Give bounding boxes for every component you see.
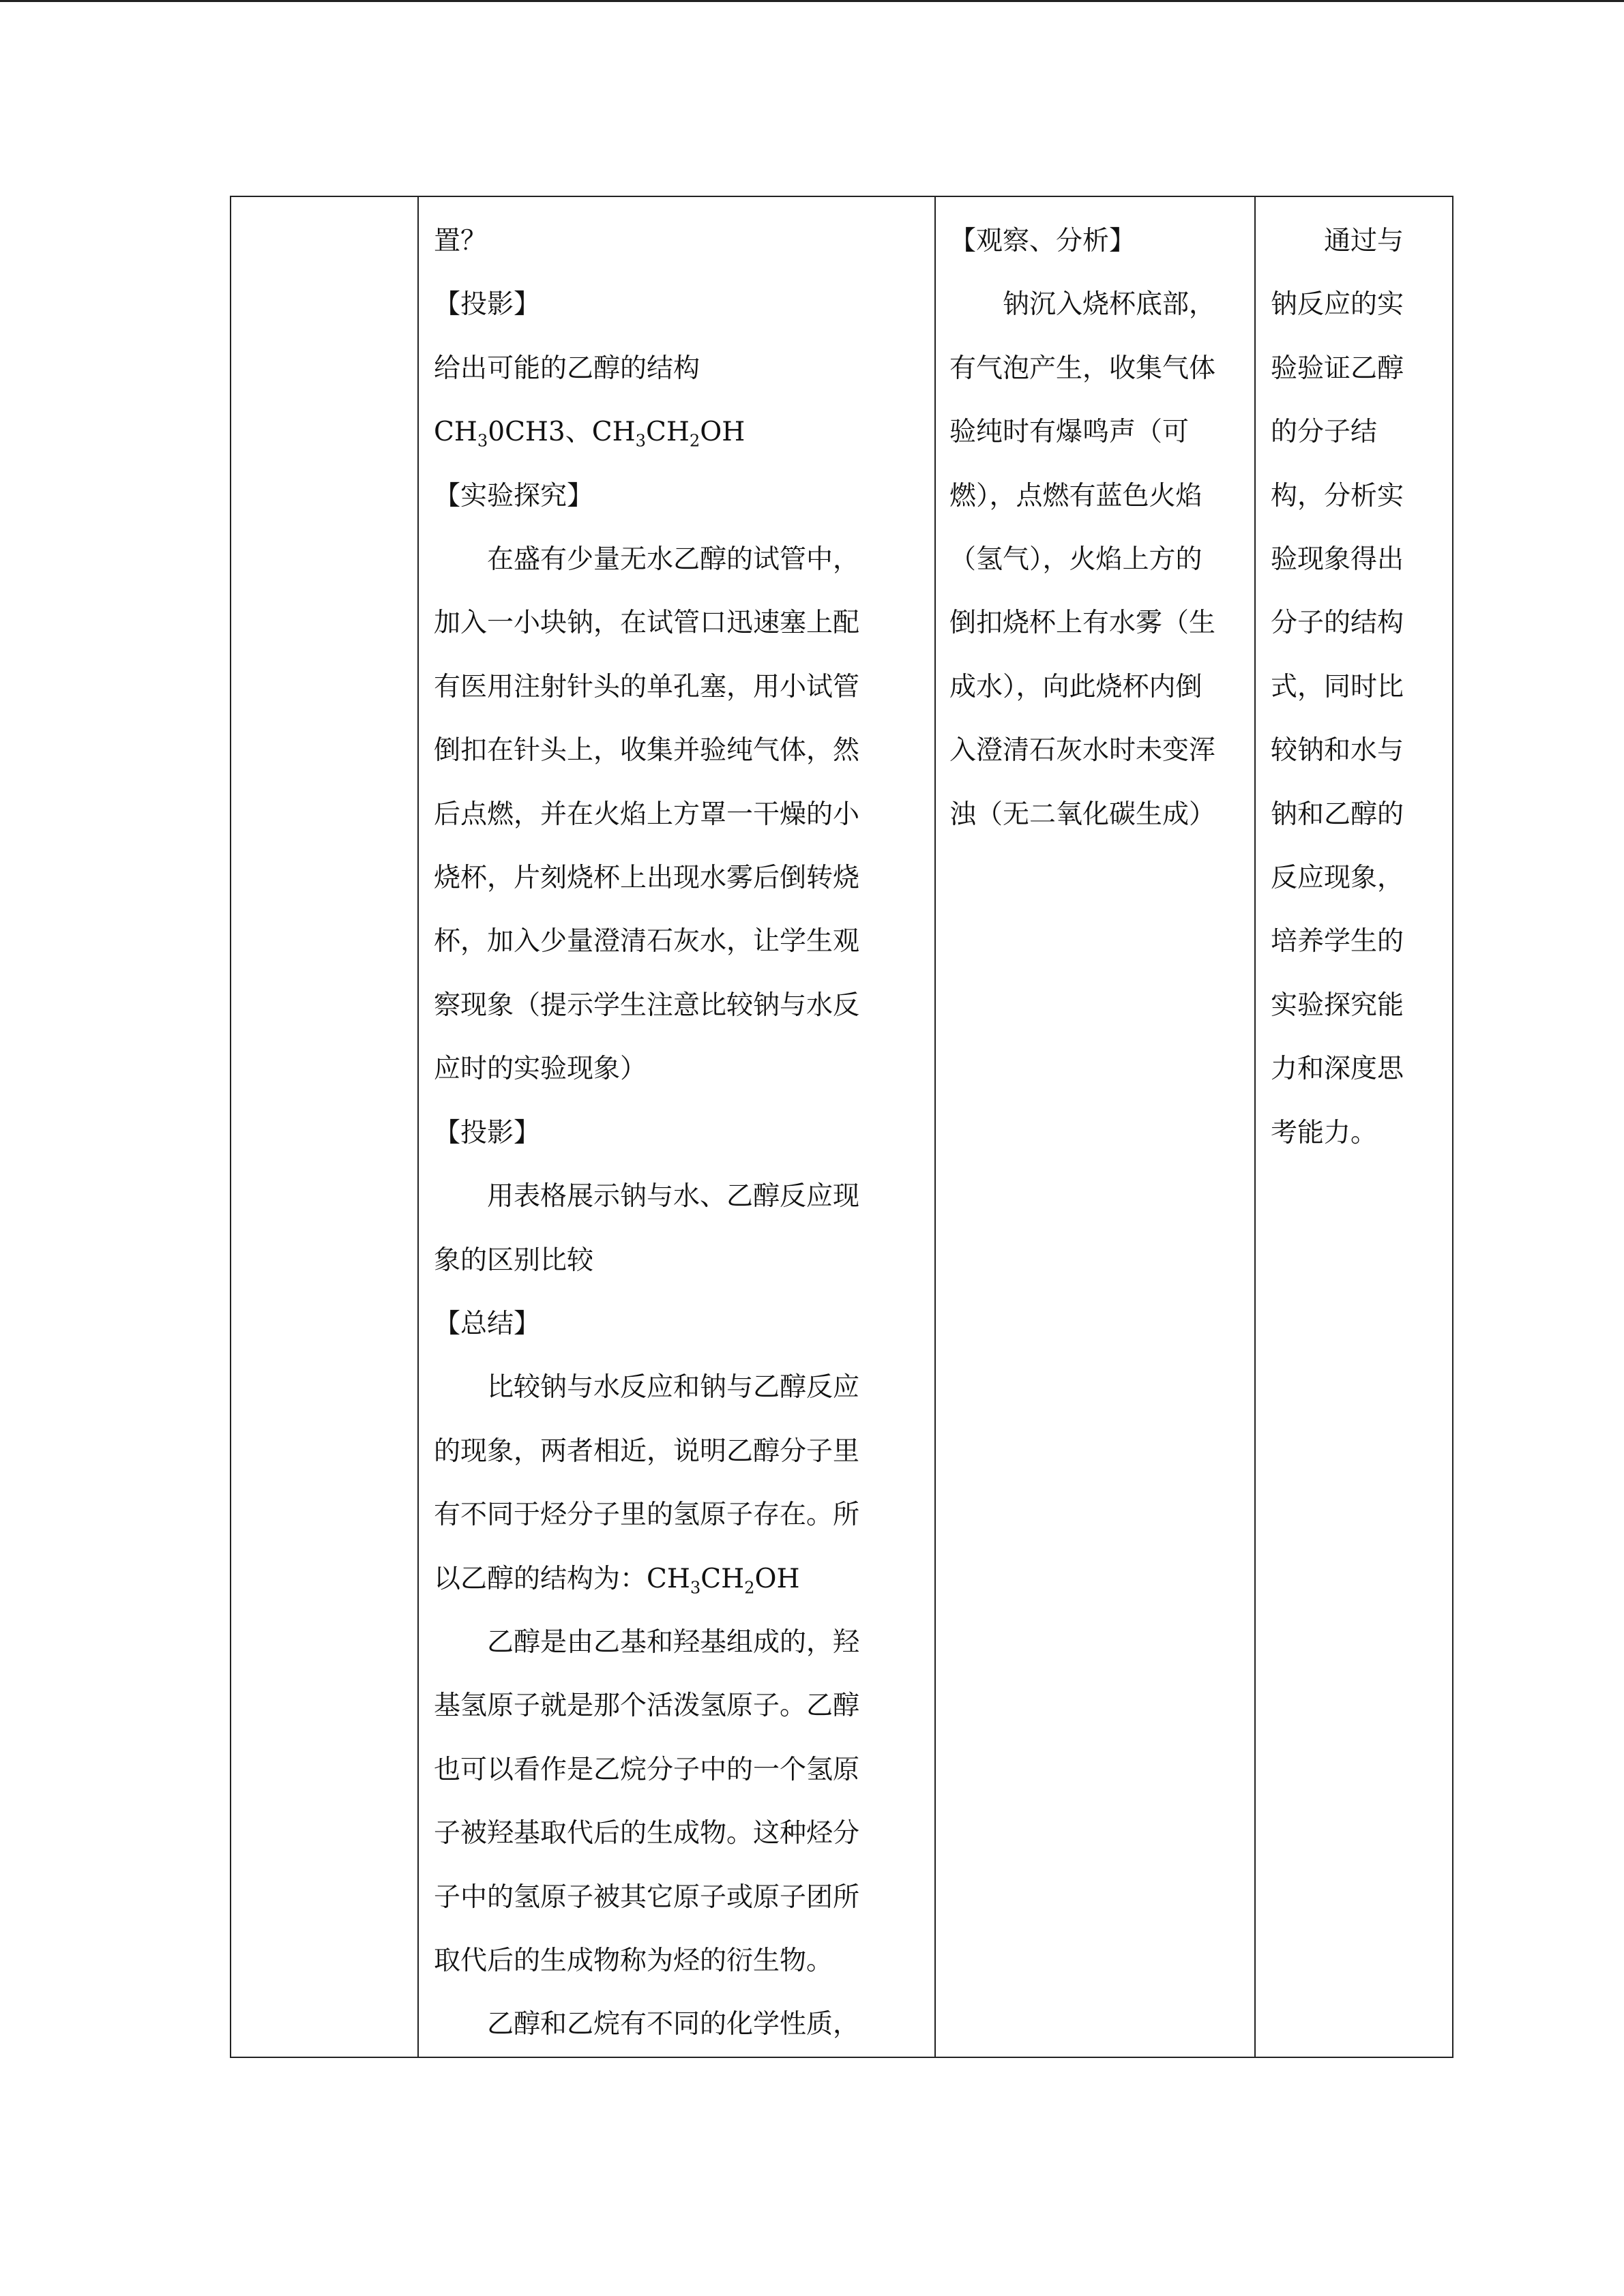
text-line: 也可以看作是乙烷分子中的一个氢原 [434, 1754, 860, 1785]
text-line: 察现象（提示学生注意比较钠与水反 [434, 989, 860, 1021]
text-line: 置？ [434, 226, 488, 256]
text-line: 象的区别比较 [434, 1244, 594, 1276]
text-line: 实验探究能 [1271, 989, 1404, 1021]
text-line: 给出可能的乙醇的结构 [434, 353, 700, 384]
text-line: 的现象，两者相近，说明乙醇分子里 [434, 1435, 860, 1467]
section-heading-observe: 【观察、分析】 [949, 226, 1136, 256]
text-line: 力和深度思 [1271, 1054, 1404, 1085]
text-line: 后点燃，并在火焰上方罩一干燥的小 [434, 799, 860, 830]
text-line: 分子的结构 [1271, 608, 1404, 639]
design-intent-cell [1255, 196, 1453, 2057]
text-line: 构，分析实 [1271, 480, 1404, 511]
text-line: 用表格展示钠与水、乙醇反应现 [487, 1181, 860, 1212]
lesson-plan-table [230, 196, 1453, 2058]
text-line: 倒扣烧杯上有水雾（生 [949, 608, 1216, 639]
text-line: 燃），点燃有蓝色火焰 [949, 480, 1202, 511]
section-heading-projection: 【投影】 [434, 289, 541, 320]
text-line: 加入一小块钠，在试管口迅速塞上配 [434, 608, 860, 639]
text-line: 有气泡产生，收集气体 [949, 353, 1216, 384]
text-line: 杯，加入少量澄清石灰水，让学生观 [434, 926, 860, 957]
text-line: 通过与 [1324, 226, 1404, 256]
text-line: 钠沉入烧杯底部， [1003, 289, 1216, 320]
text-line: 考能力。 [1271, 1117, 1378, 1148]
text-line: 入澄清石灰水时未变浑 [949, 735, 1216, 766]
page-top-rule [0, 0, 1624, 2]
text-line: 子被羟基取代后的生成物。这种烃分 [434, 1818, 860, 1849]
text-line: 较钠和水与 [1271, 735, 1404, 766]
text-line: 钠反应的实 [1271, 289, 1404, 320]
text-line: 乙醇和乙烷有不同的化学性质， [487, 2009, 860, 2040]
section-heading-summary: 【总结】 [434, 1308, 541, 1339]
text-line: 倒扣在针头上，收集并验纯气体，然 [434, 735, 860, 766]
table-row [231, 196, 1453, 2057]
text-line: 钠和乙醇的 [1271, 799, 1404, 830]
stage-cell [231, 196, 418, 2057]
text-line: 取代后的生成物称为烃的衍生物。 [434, 1945, 833, 1976]
formula-line: $CH_30CH3$、$CH_3CH_2OH$ [434, 417, 745, 451]
text-line: 的分子结 [1271, 417, 1378, 448]
text-line: 比较钠与水反应和钠与乙醇反应 [487, 1372, 860, 1403]
section-heading-projection: 【投影】 [434, 1117, 541, 1148]
text-line: 应时的实验现象） [434, 1054, 647, 1085]
text-line: 验现象得出 [1271, 544, 1404, 576]
text-line: 子中的氢原子被其它原子或原子团所 [434, 1881, 860, 1913]
section-heading-experiment: 【实验探究】 [434, 480, 594, 511]
text-line: 有医用注射针头的单孔塞，用小试管 [434, 671, 860, 702]
text-line: 乙醇是由乙基和羟基组成的，羟 [487, 1626, 860, 1658]
text-line: 式，同时比 [1271, 671, 1404, 702]
text-line: 烧杯，片刻烧杯上出现水雾后倒转烧 [434, 863, 860, 894]
text-line: 培养学生的 [1271, 926, 1404, 957]
text-line: 验纯时有爆鸣声（可 [949, 417, 1190, 448]
text-line: 成水），向此烧杯内倒 [949, 671, 1202, 702]
text-line: 反应现象， [1271, 863, 1404, 894]
teacher-activity-cell [418, 196, 935, 2057]
formula-line: 以乙醇的结构为：$CH_3CH_2OH$ [434, 1563, 800, 1597]
text-line: 在盛有少量无水乙醇的试管中， [487, 544, 860, 576]
text-line: 基氢原子就是那个活泼氢原子。乙醇 [434, 1690, 860, 1722]
text-line: 浊（无二氧化碳生成） [949, 799, 1216, 830]
student-activity-cell [935, 196, 1255, 2057]
text-line: 验验证乙醇 [1271, 353, 1404, 384]
text-line: （氢气），火焰上方的 [949, 544, 1202, 576]
text-line: 有不同于烃分子里的氢原子存在。所 [434, 1500, 860, 1531]
